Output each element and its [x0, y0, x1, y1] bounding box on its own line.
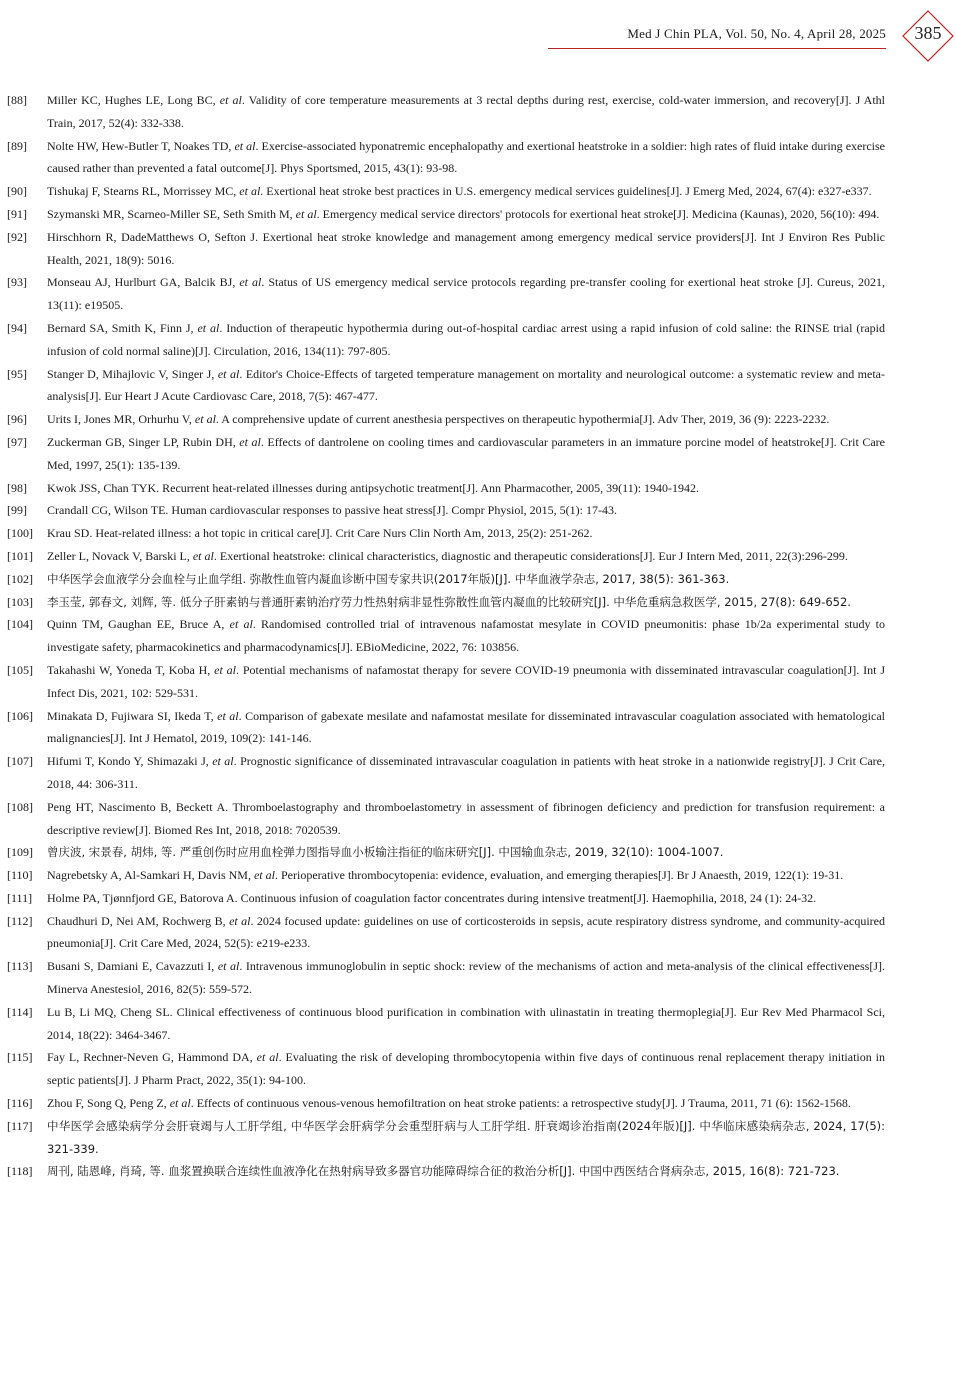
page-number: 385 — [914, 23, 942, 43]
reference-text — [47, 408, 885, 431]
reference-title-source: . Status of US emergency medical service protocols regarding pre-transfer cooling for exertional heat stroke [J]. Cureus, 2021, 13(11): e19505. — [47, 275, 885, 313]
et-al: et al — [217, 959, 240, 974]
reference-authors: Minakata D, Fujiwara SI, Ikeda T, — [47, 708, 218, 723]
reference-title-source: . A comprehensive update of current anesthesia perspectives on therapeutic hypothermia[J]. Adv Ther, 2019, 36 (9): 2223-2232. — [215, 412, 830, 427]
reference-number: [89] — [7, 138, 27, 153]
reference-text — [47, 1160, 885, 1183]
reference-authors: Zhou F, Song Q, Peng Z, — [47, 1096, 170, 1111]
reference-item — [7, 910, 885, 956]
reference-item — [7, 613, 885, 659]
reference-item — [7, 864, 885, 887]
reference-number: [114] — [7, 1004, 33, 1019]
reference-text — [47, 910, 885, 956]
reference-title-source: . Effects of continuous venous-venous hemofiltration on heat stroke patients: a retrospective study[J]. J Trauma, 2011, 71 (6): 1562-1568. — [190, 1096, 851, 1111]
reference-item — [7, 659, 885, 705]
reference-title-source: . Randomised controlled trial of intravenous nafamostat mesylate in COVID pneumonitis: phase 1b/2a experimental study to investigate safety, pharmacokinetics and pharmacodynamics[J]. EBioMedicine, 2022, 76: 103856. — [47, 617, 886, 655]
reference-title-source: . Prognostic significance of disseminated intravascular coagulation in patients with heat stroke in a nationwide registry[J]. J Crit Care, 2018, 44: 306-311. — [47, 754, 885, 791]
reference-authors: Hirschhorn R, DadeMatthews O, Sefton J. Exertional heat stroke knowledge and management among emergency medical service providers[J]. Int J Environ Res Public Health, 2021, 18(9): 5016. — [47, 229, 885, 267]
reference-authors: Tishukaj F, Stearns RL, Morrissey MC, — [47, 184, 240, 199]
reference-authors: 曾庆波, 宋景春, 胡炜, 等. 严重创伤时应用血栓弹力图指导血小板输注指征的临床研究[J]. 中国输血杂志, 2019, 32(10): 1004-1007. — [47, 845, 724, 860]
reference-authors: Takahashi W, Yoneda T, Koba H, — [47, 662, 215, 677]
reference-number: [117] — [7, 1118, 33, 1133]
reference-text — [47, 591, 885, 614]
reference-number: [100] — [7, 526, 33, 541]
reference-title-source: . 2024 focused update: guidelines on use of corticosteroids in sepsis, acute respiratory distress syndrome, and community-acquired pneumonia[J]. Crit Care Med, 2024, 52(5): e219-e233. — [47, 913, 886, 951]
reference-text — [47, 522, 885, 545]
reference-authors: Lu B, Li MQ, Cheng SL. Clinical effectiveness of continuous blood purification in combination with ulinastatin in treating thermoplegia[J]. Eur Rev Med Pharmacol Sci, 2014, 18(22): 3464-3467. — [47, 1004, 885, 1042]
reference-authors: Monseau AJ, Hurlburt GA, Balcik BJ, — [47, 275, 240, 290]
reference-text — [47, 613, 885, 659]
reference-authors: Crandall CG, Wilson TE. Human cardiovascular responses to passive heat stress[J]. Compr Physiol, 2015, 5(1): 17-43. — [47, 503, 617, 518]
reference-number: [113] — [7, 959, 33, 974]
reference-item — [7, 271, 885, 317]
et-al: et al — [169, 1096, 191, 1111]
reference-title-source: . Potential mechanisms of nafamostat therapy for severe COVID-19 pneumonia with disseminated intravascular coagulation[J]. Int J Infect Dis, 2021, 102: 529-531. — [47, 662, 885, 700]
reference-text — [47, 864, 885, 887]
et-al: et al — [239, 275, 262, 290]
running-header: Med J Chin PLA, Vol. 50, No. 4, April 28, 2025 — [627, 26, 886, 41]
reference-text — [47, 317, 885, 363]
reference-item — [7, 1160, 885, 1183]
reference-title-source: . Exercise-associated hyponatremic encephalopathy and exertional heatstroke in a soldier: high rates of fluid intake during exercise caused rather than prevented a fatal outcome[J]. Phys Sportsmed, 2015, 43(1): 93-98. — [47, 138, 885, 176]
reference-text — [47, 180, 885, 203]
et-al: et al — [219, 93, 242, 107]
page-number-badge — [902, 10, 954, 62]
reference-item — [7, 522, 885, 545]
reference-number: [108] — [7, 799, 33, 814]
reference-authors: 周刊, 陆恩峰, 肖琦, 等. 血浆置换联合连续性血液净化在热射病导致多器官功能障碍综合征的救治分析[J]. 中国中西医结合肾病杂志, 2015, 16(8): 721-723. — [47, 1164, 840, 1179]
reference-authors: Fay L, Rechner-Neven G, Hammond DA, — [47, 1050, 257, 1065]
reference-number: [92] — [7, 229, 27, 244]
et-al: et al — [217, 366, 240, 381]
reference-text — [47, 89, 885, 135]
reference-text — [47, 271, 885, 317]
et-al: et al — [239, 184, 261, 199]
et-al: et al — [229, 617, 253, 632]
reference-item — [7, 408, 885, 431]
reference-item — [7, 203, 885, 226]
reference-text — [47, 841, 885, 864]
reference-authors: Nolte HW, Hew-Butler T, Noakes TD, — [47, 138, 235, 153]
reference-authors: 中华医学会血液学分会血栓与止血学组. 弥散性血管内凝血诊断中国专家共识(2017年版)[J]. 中华血液学杂志, 2017, 38(5): 361-363. — [47, 571, 730, 586]
reference-text — [47, 750, 885, 796]
reference-text — [47, 499, 885, 522]
reference-title-source: . Effects of dantrolene on cooling times and cardiovascular parameters in an immature porcine model of heatstroke[J]. Crit Care Med, 1997, 25(1): 135-139. — [47, 434, 885, 472]
reference-authors: 中华医学会感染病学分会肝衰竭与人工肝学组, 中华医学会肝病学分会重型肝病与人工肝学组. 肝衰竭诊治指南(2024年版)[J]. 中华临床感染病杂志, 2024, 17(5): 321-339. — [47, 1118, 885, 1156]
reference-number: [112] — [7, 913, 33, 928]
reference-number: [90] — [7, 184, 27, 199]
reference-authors: Miller KC, Hughes LE, Long BC, — [47, 93, 220, 107]
reference-item — [7, 591, 885, 614]
reference-text — [47, 887, 885, 910]
reference-item — [7, 180, 885, 203]
reference-item — [7, 955, 885, 1001]
reference-authors: Krau SD. Heat-related illness: a hot topic in critical care[J]. Crit Care Nurs Clin North Am, 2013, 25(2): 251-262. — [47, 526, 593, 541]
reference-number: [115] — [7, 1050, 33, 1065]
reference-number: [88] — [7, 93, 27, 107]
reference-text — [47, 135, 885, 181]
reference-item — [7, 226, 885, 272]
reference-authors: Peng HT, Nascimento B, Beckett A. Thromboelastography and thromboelastometry in assessment of fibrinogen deficiency and prediction for transfusion requirement: a descriptive review[J]. Biomed Res Int, 2018, 2018: 7020539. — [47, 799, 885, 837]
reference-number: [110] — [7, 868, 33, 883]
et-al: et al — [214, 662, 237, 677]
reference-title-source: . Editor's Choice-Effects of targeted temperature management on mortality and neurological outcome: a systematic review and meta-analysis[J]. Eur Heart J Acute Cardiovasc Care, 2018, 7(5): 467-477. — [47, 366, 885, 404]
reference-list — [7, 89, 885, 1183]
reference-number: [111] — [7, 890, 33, 905]
reference-number: [103] — [7, 594, 33, 609]
reference-number: [116] — [7, 1096, 33, 1111]
reference-number: [99] — [7, 503, 27, 518]
et-al: et al — [253, 868, 275, 883]
reference-authors: Nagrebetsky A, Al-Samkari H, Davis NM, — [47, 868, 254, 883]
reference-text — [47, 568, 885, 591]
reference-text — [47, 545, 885, 568]
reference-item — [7, 887, 885, 910]
reference-title-source: . Perioperative thrombocytopenia: evidence, evaluation, and emerging therapies[J]. Br J Anaesth, 2019, 122(1): 19-31. — [274, 868, 844, 883]
reference-title-source: . Emergency medical service directors' protocols for exertional heat stroke[J]. Medicina (Kaunas), 2020, 56(10): 494. — [316, 206, 880, 221]
reference-item — [7, 841, 885, 864]
reference-title-source: . Exertional heat stroke best practices in U.S. emergency medical services guidelines[J]. J Emerg Med, 2024, 67(4): e327-e337. — [260, 184, 872, 199]
reference-number: [97] — [7, 434, 27, 449]
reference-item — [7, 477, 885, 500]
reference-authors: Holme PA, Tjønnfjord GE, Batorova A. Continuous infusion of coagulation factor concentrates during intensive treatment[J]. Haemophilia, 2018, 24 (1): 24-32. — [47, 890, 817, 905]
reference-text — [47, 203, 885, 226]
reference-number: [105] — [7, 662, 33, 677]
reference-number: [98] — [7, 480, 27, 495]
reference-item — [7, 545, 885, 568]
reference-title-source: . Intravenous immunoglobulin in septic shock: review of the mechanisms of action and meta-analysis of the clinical effectiveness[J]. Minerva Anestesiol, 2016, 82(5): 559-572. — [47, 959, 885, 997]
et-al: et al — [256, 1050, 279, 1065]
reference-text — [47, 955, 885, 1001]
reference-text — [47, 431, 885, 477]
reference-title-source: . Induction of therapeutic hypothermia during out-of-hospital cardiac arrest using a rapid infusion of cold saline: the RINSE trial (rapid infusion of cold normal saline)[J]. Circulation, 2016, 134(11): 797-805. — [47, 320, 885, 358]
reference-number: [102] — [7, 571, 33, 586]
et-al: et al — [295, 206, 317, 221]
reference-authors: Urits I, Jones MR, Orhurhu V, — [47, 412, 195, 427]
reference-text — [47, 477, 885, 500]
reference-authors: Busani S, Damiani E, Cavazzuti I, — [47, 959, 218, 974]
reference-text — [47, 705, 885, 751]
reference-number: [106] — [7, 708, 33, 723]
reference-number: [109] — [7, 845, 33, 860]
reference-text — [47, 1115, 885, 1161]
reference-text — [47, 796, 885, 842]
reference-number: [101] — [7, 548, 33, 563]
reference-item — [7, 796, 885, 842]
et-al: et al — [239, 434, 261, 449]
reference-item — [7, 1092, 885, 1115]
reference-number: [95] — [7, 366, 27, 381]
reference-item — [7, 317, 885, 363]
reference-title-source: . Comparison of gabexate mesilate and nafamostat mesilate for disseminated intravascular coagulation associated with hematological malignancies[J]. Int J Hematol, 2019, 109(2): 141-146. — [47, 708, 885, 746]
reference-authors: Szymanski MR, Scarneo-Miller SE, Seth Smith M, — [47, 206, 296, 221]
reference-text — [47, 1092, 885, 1115]
reference-text — [47, 1001, 885, 1047]
reference-title-source: . Validity of core temperature measurements at 3 rectal depths during rest, exercise, cold-water immersion, and recovery[J]. J Athl Train, 2017, 52(4): 332-338. — [47, 93, 885, 130]
reference-number: [91] — [7, 206, 27, 221]
reference-item — [7, 1001, 885, 1047]
reference-item — [7, 1115, 885, 1161]
reference-number: [93] — [7, 275, 27, 290]
reference-authors: Hifumi T, Kondo Y, Shimazaki J, — [47, 754, 213, 769]
reference-authors: Stanger D, Mihajlovic V, Singer J, — [47, 366, 218, 381]
et-al: et al — [194, 412, 216, 427]
reference-authors: Zuckerman GB, Singer LP, Rubin DH, — [47, 434, 240, 449]
reference-number: [96] — [7, 412, 27, 427]
reference-text — [47, 1046, 885, 1092]
reference-item — [7, 705, 885, 751]
reference-item — [7, 89, 885, 135]
reference-title-source: . Evaluating the risk of developing thrombocytopenia within five days of continuous renal replacement therapy initiation in septic patients[J]. J Pharm Pract, 2022, 35(1): 94-100. — [47, 1050, 886, 1088]
reference-item — [7, 1046, 885, 1092]
reference-text — [47, 363, 885, 409]
reference-item — [7, 568, 885, 591]
et-al: et al — [229, 913, 251, 928]
reference-number: [118] — [7, 1164, 33, 1179]
reference-title-source: . Exertional heatstroke: clinical characteristics, diagnostic and therapeutic considerations[J]. Eur J Intern Med, 2011, 22(3):296-299. — [213, 548, 848, 563]
reference-authors: Chaudhuri D, Nei AM, Rochwerg B, — [47, 913, 230, 928]
reference-item — [7, 363, 885, 409]
reference-item — [7, 135, 885, 181]
reference-item — [7, 499, 885, 522]
et-al: et al — [234, 138, 256, 153]
reference-number: [94] — [7, 320, 27, 335]
et-al: et al — [212, 754, 234, 769]
reference-item — [7, 431, 885, 477]
reference-item — [7, 750, 885, 796]
et-al: et al — [192, 548, 214, 563]
reference-number: [104] — [7, 617, 33, 632]
et-al: et al — [197, 320, 220, 335]
reference-authors: 李玉莹, 郭春文, 刘辉, 等. 低分子肝素钠与普通肝素钠治疗劳力性热射病非显性弥散性血管内凝血的比较研究[J]. 中华危重病急救医学, 2015, 27(8): 649-652. — [47, 594, 851, 609]
reference-number: [107] — [7, 754, 33, 769]
et-al: et al — [217, 708, 239, 723]
reference-authors: Bernard SA, Smith K, Finn J, — [47, 320, 198, 335]
reference-authors: Quinn TM, Gaughan EE, Bruce A, — [47, 617, 230, 632]
header-rule — [548, 48, 886, 49]
reference-text — [47, 659, 885, 705]
reference-authors: Zeller L, Novack V, Barski L, — [47, 548, 193, 563]
reference-authors: Kwok JSS, Chan TYK. Recurrent heat-related illnesses during antipsychotic treatment[J]. Ann Pharmacother, 2005, 39(11): 1940-1942. — [47, 480, 700, 495]
reference-text — [47, 226, 885, 272]
